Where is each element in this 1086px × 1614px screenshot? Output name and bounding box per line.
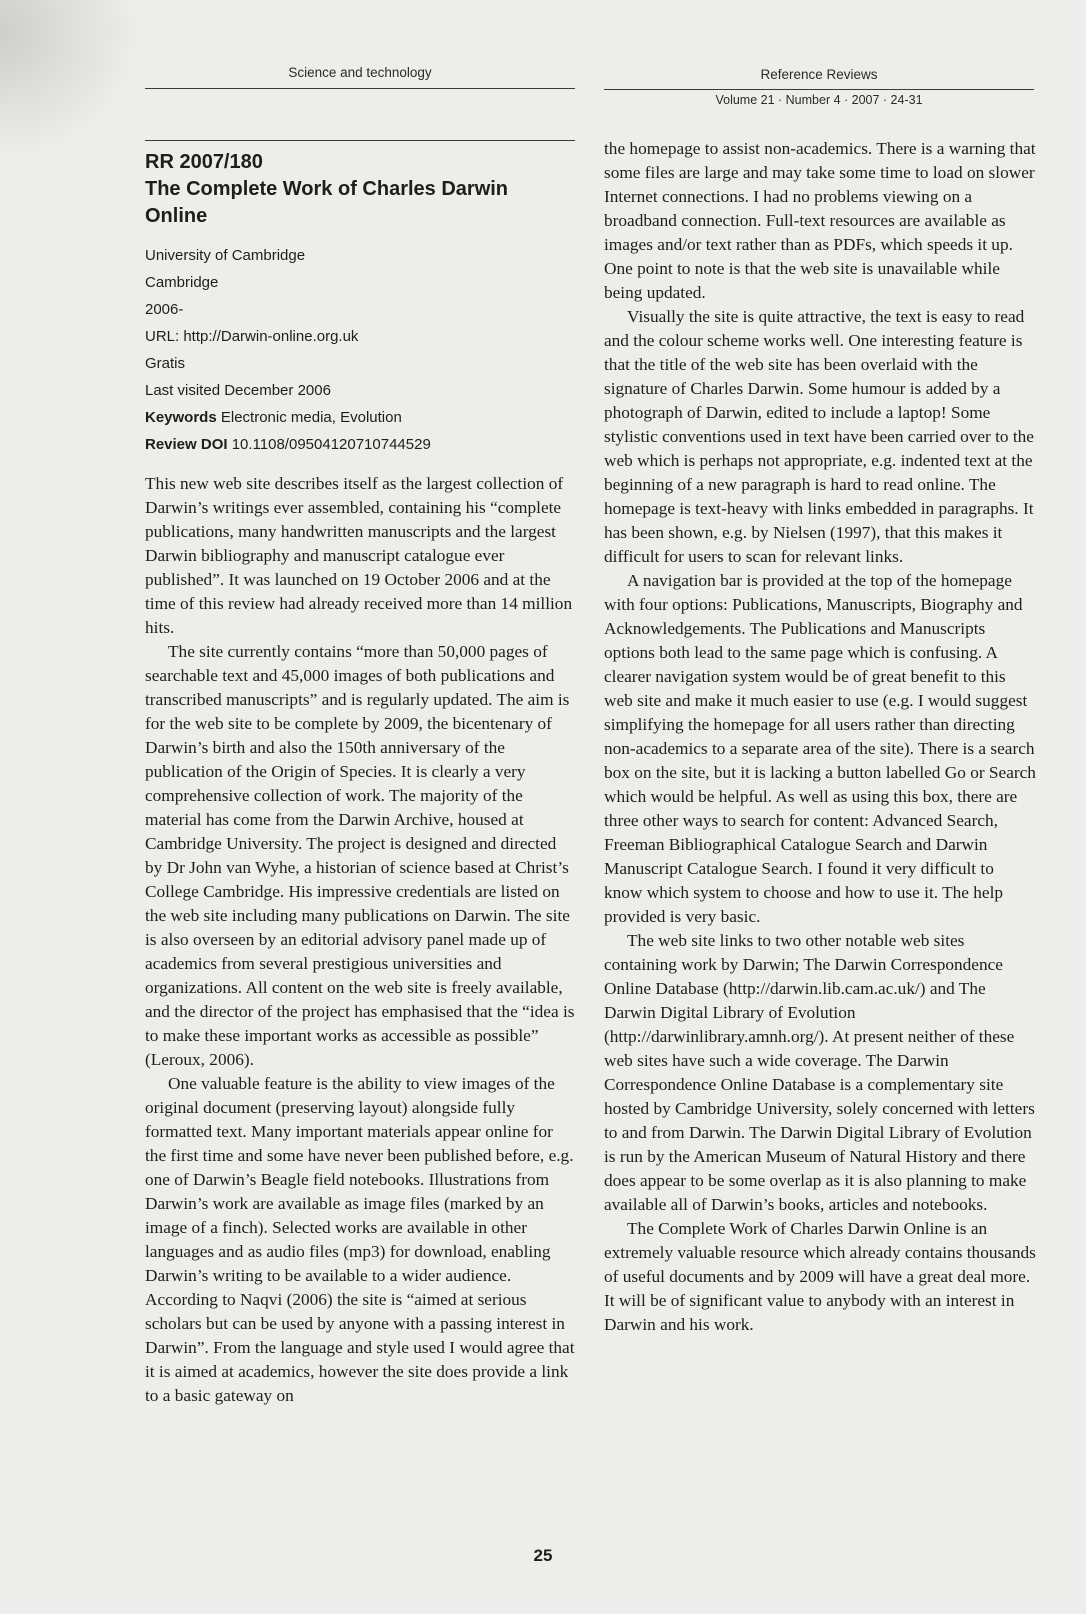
paragraph: This new web site describes itself as the largest collection of Darwin’s writings ever assembled, containing his “complete publications, many handwritten manuscripts and the largest Darwin bibliography and manuscript catalogue ever published”. It was launched on 19 October 2006 and at the time of this review had already received more than 14 million hits. [145, 474, 573, 637]
journal-header: Reference Reviews [760, 67, 878, 82]
paragraph: The Complete Work of Charles Darwin Online is an extremely valuable resource which already contains thousands of useful documents and by 2009 will have a great deal more. It will be of significant value to anybody with an interest in Darwin and his work. [604, 1219, 1036, 1334]
page-edge-shadow [0, 0, 140, 160]
paragraph: The site currently contains “more than 50,000 pages of searchable text and 45,000 images of both publications and transcribed manuscripts” and is regularly updated. The aim is for the web site to be complete by 2009, the bicentenary of Darwin’s birth and also the 150th anniversary of the publication of the Origin of Species. It is clearly a very comprehensive collection of work. The majority of the material has come from the Darwin Archive, housed at Cambridge University. The project is designed and directed by Dr John van Wyhe, a historian of science based at Christ’s College Cambridge. His impressive credentials are listed on the web site including many publications on Darwin. The site is also overseen by an editorial advisory panel made up of academics from several prestigious universities and organizations. All content on the web site is freely available, and the director of the project has emphasised that the “idea is to make these important works as accessible as possible” (Leroux, 2006). [145, 642, 575, 1069]
publisher: University of Cambridge [145, 247, 306, 264]
review-rule [145, 140, 575, 141]
review-doi [145, 431, 575, 458]
left-column [145, 145, 575, 1408]
years: 2006- [145, 301, 184, 318]
review-title: The Complete Work of Charles Darwin Online [145, 178, 509, 227]
keywords-label: Keywords [145, 409, 217, 426]
last-visited: Last visited December 2006 [145, 382, 331, 399]
keywords [145, 404, 575, 431]
doi-label: Review DOI [145, 436, 228, 453]
left-body-text [145, 472, 575, 1408]
keywords-value: Electronic media, Evolution [220, 409, 402, 426]
paragraph: One valuable feature is the ability to view images of the original document (preserving layout) alongside fully formatted text. Many important materials appear online for the first time and some have never been published before, e.g. one of Darwin’s Beagle field notebooks. Illustrations from Darwin’s work are available as image files (marked by an image of a finch). Selected works are available in other languages and as audio files (mp3) for download, enabling Darwin’s writing to be available to a wider audience. According to Naqvi (2006) the site is “aimed at serious scholars but can be used by anyone with a passing interest in Darwin”. From the language and style used I would agree that it is aimed at academics, however the site does provide a link to a basic gateway on [145, 1074, 575, 1405]
doi-value: 10.1108/09504120710744529 [231, 436, 431, 453]
right-column [604, 137, 1036, 1337]
paragraph: Visually the site is quite attractive, the text is easy to read and the colour scheme works well. One interesting feature is that the title of the web site has been overlaid with the signature of Charles Darwin. Some humour is added by a photograph of Darwin, edited to include a laptop! Some stylistic conventions used in text have been carried over to the web which is perhaps not appropriate, e.g. indented text at the beginning of a new paragraph is hard to read online. The homepage is text-heavy with links embedded in paragraphs. It has been shown, e.g. by Nielsen (1997), that this makes it difficult for users to scan for relevant links. [604, 307, 1034, 566]
price: Gratis [145, 355, 186, 372]
paragraph: the homepage to assist non-academics. There is a warning that some files are large and may take some time to load on slower Internet connections. I had no problems viewing on a broadband connection. Full-text resources are available as images and/or text rather than as PDFs, which speeds it up. One point to note is that the web site is unavailable while being updated. [604, 139, 1036, 302]
place: Cambridge [145, 274, 219, 291]
review-metadata [145, 149, 575, 458]
volume-info: Volume 21 · Number 4 · 2007 · 24-31 [715, 93, 923, 107]
page-number: 25 [533, 1546, 553, 1565]
paragraph: The web site links to two other notable web sites containing work by Darwin; The Darwin Correspondence Online Database (http://darwin.lib.cam.ac.uk/) and The Darwin Digital Library of Evolution (http://darwinlibrary.amnh.org/). At present neither of these web sites have such a wide coverage. The Darwin Correspondence Online Database is a complementary site hosted by Cambridge University, solely concerned with letters to and from Darwin. The Darwin Digital Library of Evolution is run by the American Museum of Natural History and there does appear to be some overlap as it is also planning to make available all of Darwin’s books, articles and notebooks. [604, 931, 1035, 1214]
section-header: Science and technology [288, 65, 432, 80]
paragraph: A navigation bar is provided at the top of the homepage with four options: Publications, Manuscripts, Biography and Acknowledgements. The Publications and Manuscripts options both lead to the same page which is confusing. A clearer navigation system would be of great benefit to this web site and make it much easier to use (e.g. I would suggest simplifying the homepage for all users rather than directing non-academics to a separate area of the site). There is a search box on the site, but it is lacking a button labelled Go or Search which would be helpful. As well as using this box, there are three other ways to search for content: Advanced Search, Freeman Bibliographical Catalogue Search and Darwin Manuscript Catalogue Search. I found it very difficult to know which system to choose and how to use it. The help provided is very basic. [604, 571, 1036, 926]
url: URL: http://Darwin-online.org.uk [145, 328, 359, 345]
review-number: RR 2007/180 [145, 151, 263, 173]
header-rule-right [604, 89, 1034, 90]
header-rule-left [145, 88, 575, 89]
